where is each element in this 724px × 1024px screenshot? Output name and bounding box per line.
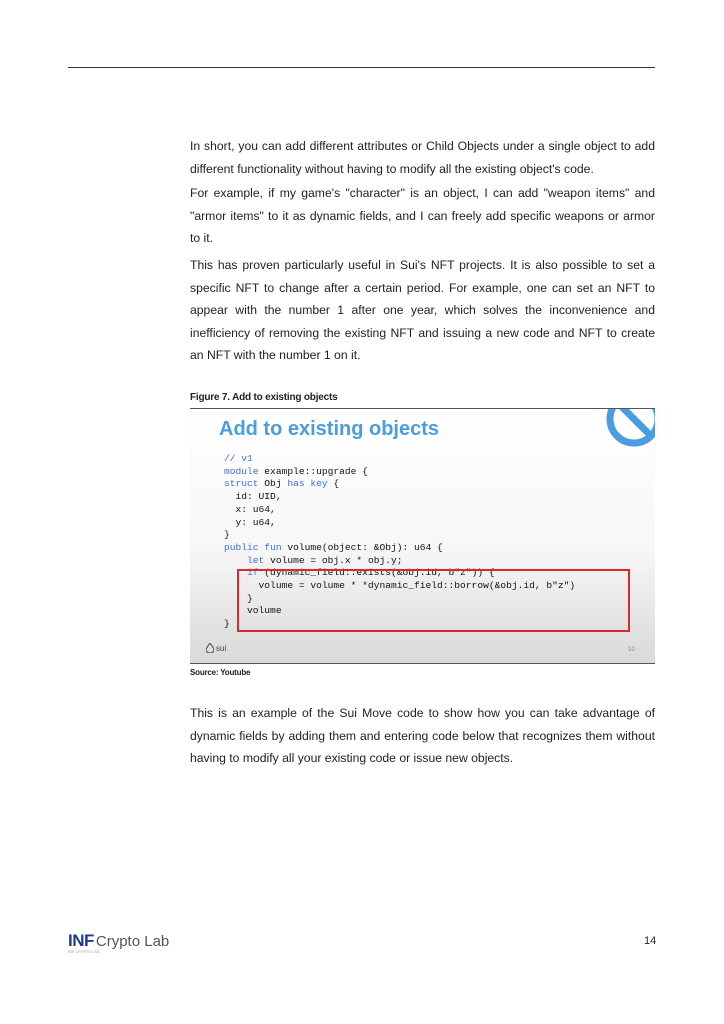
sui-drop-icon — [206, 643, 214, 653]
footer-logo-lab: Crypto Lab — [95, 933, 170, 950]
page-number: 14 — [644, 935, 657, 947]
slide-number: 10 — [628, 647, 635, 653]
code-text: volume = obj.x * obj.y; — [264, 554, 403, 566]
code-keyword: if — [247, 567, 259, 579]
code-keyword: key — [310, 478, 328, 490]
figure-bottom-rule — [190, 663, 655, 664]
paragraph-1: In short, you can add different attributes or Child Objects under a single object to add different functionality without having to modify all the existing object's code. — [190, 139, 655, 176]
sui-brand-label: sui — [216, 643, 227, 653]
code-text: example::upgrade { — [258, 465, 368, 477]
paragraph-2: For example, if my game's "character" is an object, I can add "weapon items" and "armor items" to it as dynamic fields, and I can freely add specific weapons or armor to it. — [190, 186, 655, 246]
footer-logo — [68, 931, 169, 951]
figure-image — [190, 409, 655, 663]
code-line: } — [224, 529, 230, 541]
code-line: id: UID, — [224, 491, 282, 503]
code-keyword: struct — [224, 478, 259, 490]
closing-paragraph: This is an example of the Sui Move code to show how you can take advantage of dynamic fields by adding them and entering code below that recognizes them without having to modify all your existing code or issue new objects. — [190, 706, 655, 766]
code-line: volume = volume * *dynamic_field::borrow(&obj.id, b"z") — [224, 580, 576, 592]
sui-brand — [206, 643, 226, 653]
sui-corner-logo-icon — [602, 409, 655, 451]
code-text: volume(object: &Obj): u64 { — [281, 541, 443, 553]
code-keyword: has — [287, 478, 305, 490]
paragraph-3: This has proven particularly useful in Sui's NFT projects. It is also possible to set a specific NFT to change after a certain period. For example, one can set an NFT to appear with the number 1 after one year, which solves the inconvenience and inefficiency of removing the existing NFT and issuing a new code and NFT to create an NFT with the number 1 on it. — [190, 258, 655, 363]
code-keyword: module — [224, 465, 259, 477]
code-text: Obj — [258, 478, 288, 490]
code-line: x: u64, — [224, 503, 276, 515]
header-rule — [68, 67, 655, 68]
slide-title: Add to existing objects — [219, 418, 440, 440]
code-line: } — [224, 592, 253, 604]
figure-source: Source: Youtube — [190, 668, 251, 677]
footer-logo-sub: INF CRYPTO LAB — [68, 950, 100, 954]
footer-logo-inf: INF — [68, 931, 94, 950]
code-comment: // v1 — [224, 453, 253, 464]
code-line: volume — [224, 605, 282, 617]
figure-caption: Figure 7. Add to existing objects — [190, 392, 338, 403]
code-keyword: public — [224, 541, 259, 553]
code-text: { — [327, 478, 340, 490]
code-line: } — [224, 618, 230, 630]
code-line: y: u64, — [224, 516, 276, 528]
code-highlight-box — [237, 569, 630, 632]
code-keyword: let — [247, 554, 265, 566]
code-keyword: fun — [264, 541, 282, 553]
code-text: (dynamic_field::exists(&obj.id, b"z")) { — [258, 567, 495, 579]
